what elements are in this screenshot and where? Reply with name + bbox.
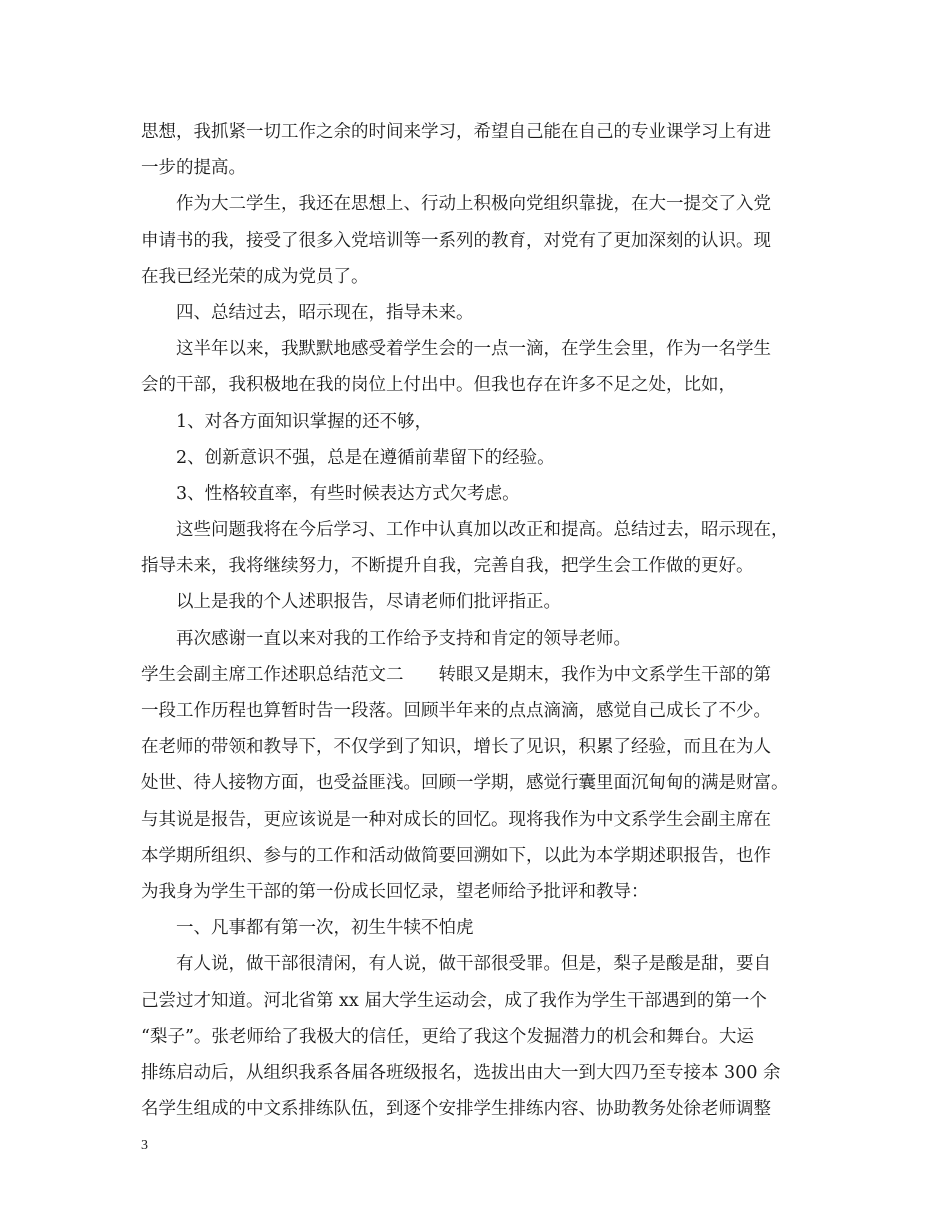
text-line: 在老师的带领和教导下，不仅学到了知识，增长了见识，积累了经验，而且在为人	[141, 737, 771, 758]
text-line: 名学生组成的中文系排练队伍，到逐个安排学生排练内容、协助教务处徐老师调整	[141, 1099, 771, 1120]
text-line: 思想，我抓紧一切工作之余的时间来学习，希望自己能在自己的专业课学习上有进	[141, 122, 771, 142]
text-line: 这半年以来，我默默地感受着学生会的一点一滴，在学生会里，作为一名学生	[176, 339, 771, 360]
text-line: 在我已经光荣的成为党员了。	[141, 266, 369, 287]
text-line: 处世、待人接物方面，也受益匪浅。回顾一学期，感觉行囊里面沉甸甸的满是财富。	[141, 773, 789, 794]
document-body	[141, 114, 813, 1127]
text-line: 与其说是报告，更应该说是一种对成长的回忆。现将我作为中文系学生会副主席在	[141, 809, 771, 830]
text-line: 会的干部，我积极地在我的岗位上付出中。但我也存在许多不足之处，比如，	[141, 375, 736, 396]
text-line: 有人说，做干部很清闲，有人说，做干部很受罪。但是，梨子是酸是甜，要自	[176, 954, 771, 975]
text-line: 为我身为学生干部的第一份成长回忆录，望老师给予批评和教导：	[141, 881, 649, 902]
text-line: 2、创新意识不强，总是在遵循前辈留下的经验。	[176, 447, 555, 468]
text-line: 一段工作历程也算暂时告一段落。回顾半年来的点点滴滴，感觉自己成长了不少。	[141, 701, 771, 721]
text-line: 再次感谢一直以来对我的工作给予支持和肯定的领导老师。	[176, 628, 631, 649]
text-line: 学生会副主席工作述职总结范文二 转眼又是期末，我作为中文系学生干部的第	[141, 664, 771, 685]
text-line: 3、性格较直率，有些时候表达方式欠考虑。	[176, 483, 520, 504]
text-line: “梨子”。张老师给了我极大的信任，更给了我这个发掘潜力的机会和舞台。大运	[141, 1026, 754, 1047]
text-line: 申请书的我，接受了很多入党培训等一系列的教育，对党有了更加深刻的认识。现	[141, 230, 771, 251]
text-line: 一步的提高。	[141, 158, 246, 179]
text-line: 1、对各方面知识掌握的还不够，	[176, 411, 433, 432]
text-line: 作为大二学生，我还在思想上、行动上积极向党组织靠拢，在大一提交了入党	[176, 194, 771, 215]
text-line: 本学期所组织、参与的工作和活动做简要回溯如下，以此为本学期述职报告，也作	[141, 845, 771, 866]
text-line: 四、总结过去，昭示现在，指导未来。	[176, 302, 474, 323]
text-line: 排练启动后，从组织我系各届各班级报名，选拔出由大一到大四乃至专接本 300 余	[141, 1062, 781, 1083]
text-line: 以上是我的个人述职报告，尽请老师们批评指正。	[176, 592, 561, 613]
text-line: 指导未来，我将继续努力，不断提升自我，完善自我，把学生会工作做的更好。	[141, 556, 754, 577]
text-line: 己尝过才知道。河北省第 xx 届大学生运动会，成了我作为学生干部遇到的第一个	[141, 990, 767, 1011]
text-line: 一、凡事都有第一次，初生牛犊不怕虎	[176, 918, 474, 939]
text-line: 这些问题我将在今后学习、工作中认真加以改正和提高。总结过去，昭示现在，	[176, 520, 789, 541]
page-number: 3	[141, 1138, 148, 1153]
